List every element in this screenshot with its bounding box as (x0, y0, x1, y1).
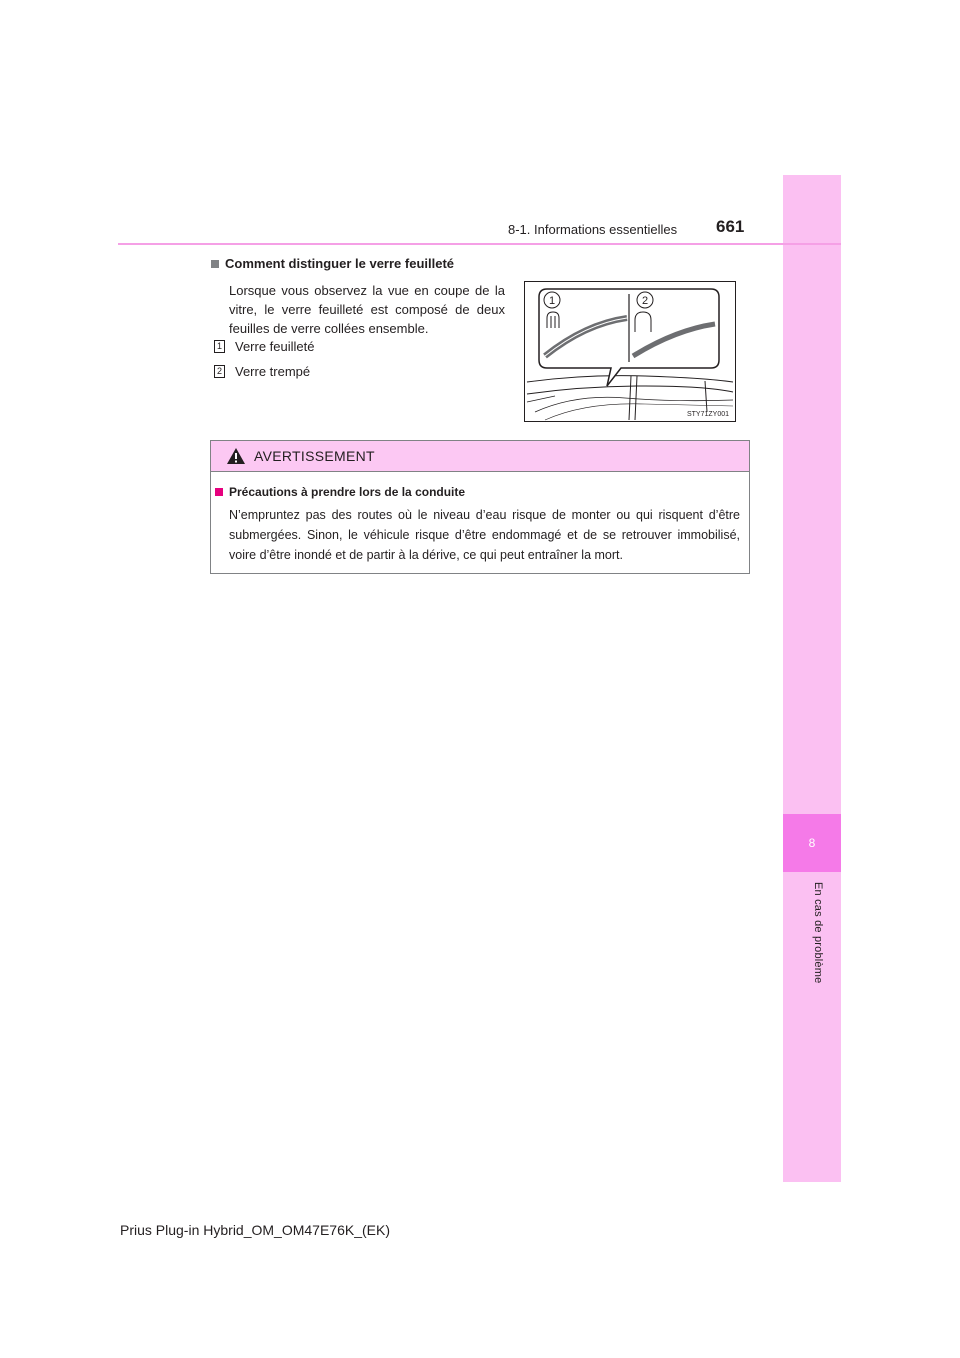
legend-label: Verre feuilleté (235, 339, 315, 354)
figure-callout-2: 2 (641, 295, 649, 307)
chapter-number-tab: 8 (783, 814, 841, 872)
side-tab (783, 175, 841, 1182)
header-section-title: 8-1. Informations essentielles (508, 222, 678, 237)
legend-number-badge: 1 (214, 340, 225, 353)
legend-item-tempered (214, 364, 310, 379)
legend-label: Verre trempé (235, 364, 311, 379)
section-heading-text: Comment distinguer le verre feuilleté (225, 256, 455, 271)
warning-triangle-icon (226, 447, 246, 465)
chapter-title-tab: En cas de problème (812, 882, 824, 984)
warning-box (210, 440, 750, 574)
page-number: 661 (716, 217, 745, 236)
section-heading (211, 256, 454, 271)
legend-item-laminated (214, 339, 315, 354)
glass-cross-section-figure (524, 281, 736, 422)
warning-title: AVERTISSEMENT (254, 448, 375, 464)
figure-callout-1: 1 (548, 295, 556, 307)
warning-subtitle-text: Précautions à prendre lors de la conduite (229, 485, 466, 499)
square-bullet-icon (211, 260, 219, 268)
square-bullet-icon (215, 488, 223, 496)
warning-text: N’empruntez pas des routes où le niveau d’eau risque de monter ou qui risquent d’être submergées. Sinon, le véhicule risque d’être endommagé et de se retrouver immobilisé, voire d’être inondé et de partir à la dérive, ce qui peut entraîner la mort. (229, 508, 740, 562)
figure-code: STY71ZY001 (686, 411, 729, 418)
glass-illustration (525, 282, 735, 421)
header-rule (118, 243, 841, 245)
section-paragraph: Lorsque vous observez la vue en coupe de la vitre, le verre feuilleté est composé de deux feuilles de verre collées ensemble. (229, 283, 505, 336)
footer-document-id: Prius Plug-in Hybrid_OM_OM47E76K_(EK) (120, 1222, 390, 1238)
warning-header (211, 441, 749, 472)
warning-subtitle (215, 485, 465, 499)
legend-number-badge: 2 (214, 365, 225, 378)
